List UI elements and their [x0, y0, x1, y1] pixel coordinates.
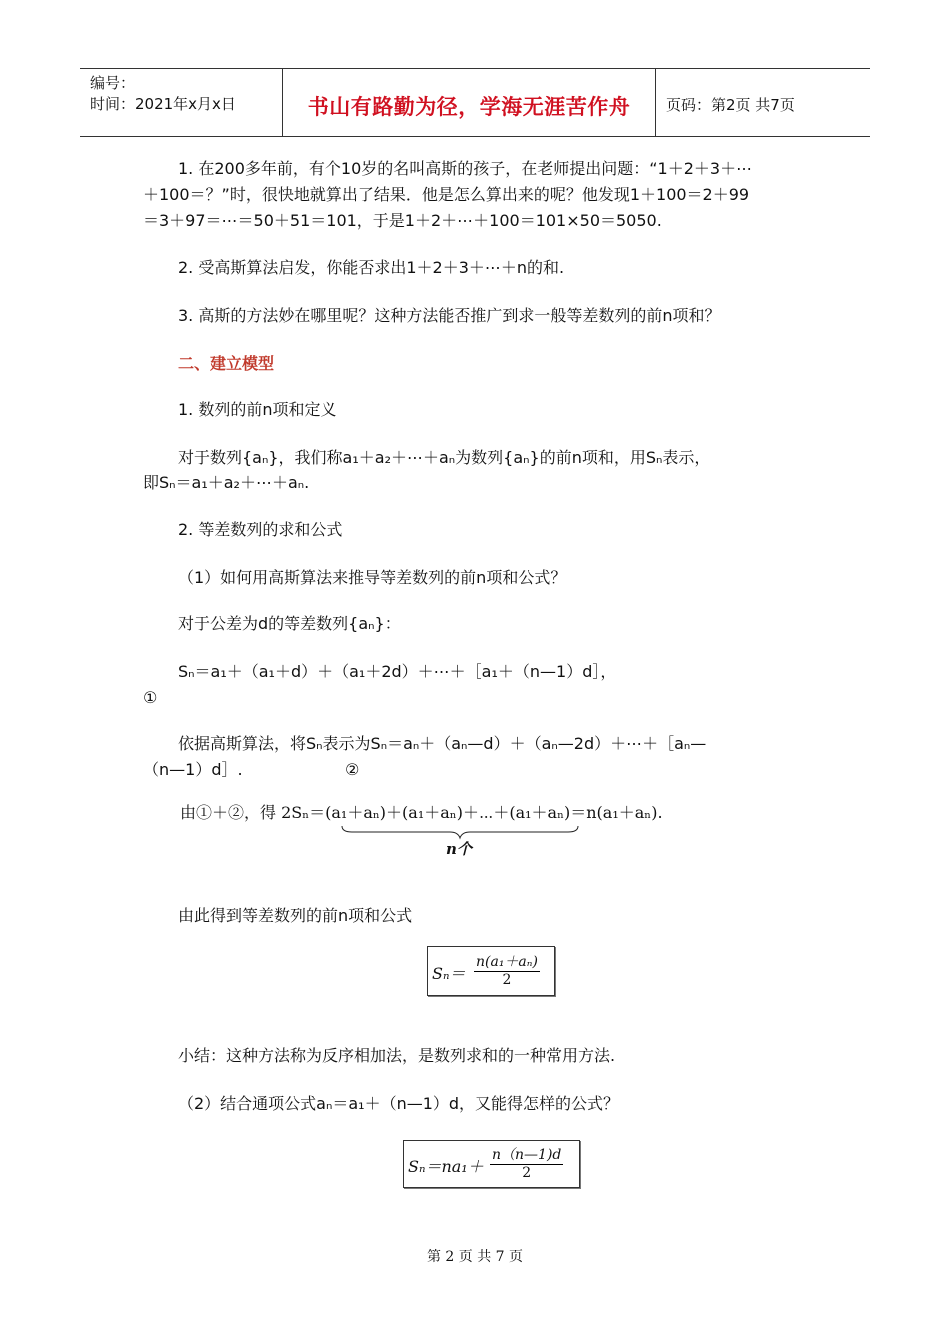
- summary: 小结：这种方法称为反序相加法，是数列求和的一种常用方法.: [178, 1046, 616, 1065]
- equation-1-marker: ①: [143, 688, 158, 707]
- header-meta: [80, 69, 283, 136]
- formula-1-fraction: [474, 951, 540, 988]
- formula-1-lhs: Sₙ＝: [432, 964, 466, 983]
- time-label: 时间：2021年x月x日: [90, 95, 236, 113]
- formula-2-fraction: [490, 1144, 563, 1181]
- problem-1-line-3: ＝3＋97＝⋯＝50＋51＝101，于是1＋2＋⋯＋100＝101×50＝5050.: [143, 211, 662, 230]
- section-heading: 二、建立模型: [178, 354, 275, 373]
- problem-1-line-1: 1. 在200多年前，有个10岁的名叫高斯的孩子，在老师提出问题：“1＋2＋3＋⋯: [178, 159, 753, 178]
- equation-2-marker: ②: [345, 760, 360, 779]
- problem-1-line-2: ＋100＝？”时，很快地就算出了结果．他是怎么算出来的呢？他发现1＋100＝2＋99: [143, 185, 750, 204]
- formula-2-denominator: 2: [522, 1165, 532, 1181]
- question-2: （2）结合通项公式aₙ＝a₁＋（n—1）d，又能得怎样的公式？: [178, 1094, 620, 1113]
- page-info: 页码：第2页 共7页: [666, 96, 795, 114]
- number-label: 编号：: [90, 74, 136, 92]
- definition-line-2: 即Sₙ＝a₁＋a₂＋⋯＋aₙ.: [143, 473, 310, 492]
- equation-2-line-1: 依据高斯算法，将Sₙ表示为Sₙ＝aₙ＋（aₙ—d）＋（aₙ—2d）＋⋯＋［aₙ—: [178, 734, 707, 753]
- formula-box-2: [403, 1140, 580, 1188]
- problem-2: 2. 受高斯算法启发，你能否求出1＋2＋3＋⋯＋n的和.: [178, 258, 565, 277]
- equation-2-line-2: （n—1）d］.: [143, 760, 243, 779]
- subsection-2-title: 2. 等差数列的求和公式: [178, 520, 343, 539]
- result-intro: 由此得到等差数列的前n项和公式: [178, 906, 413, 925]
- header-motto-cell: [283, 69, 656, 136]
- page-footer: 第 2 页 共 7 页: [426, 1249, 524, 1265]
- subsection-1-title: 1. 数列的前n项和定义: [178, 400, 337, 419]
- definition-line-1: 对于数列{aₙ}，我们称a₁＋a₂＋⋯＋aₙ为数列{aₙ}的前n项和，用Sₙ表示，: [178, 448, 711, 467]
- formula-2-numerator: n（n—1)d: [490, 1144, 563, 1165]
- brace-label: n个: [446, 840, 472, 858]
- setup-text: 对于公差为d的等差数列{aₙ}：: [178, 614, 401, 633]
- motto: 书山有路勤为径，学海无涯苦作舟: [307, 95, 631, 119]
- header-page-cell: [656, 69, 870, 136]
- formula-1-denominator: 2: [502, 972, 512, 988]
- formula-box-1: [427, 946, 555, 996]
- page-header: [80, 68, 870, 137]
- problem-3: 3. 高斯的方法妙在哪里呢？这种方法能否推广到求一般等差数列的前n项和？: [178, 306, 721, 325]
- sum-equation: 由①＋②，得 2Sₙ＝(a₁＋aₙ)＋(a₁＋aₙ)＋⋯＋(a₁＋aₙ)＝n(a₁＋aₙ).: [180, 803, 663, 822]
- question-1: （1）如何用高斯算法来推导等差数列的前n项和公式？: [178, 568, 567, 587]
- formula-1-numerator: n(a₁＋aₙ): [474, 951, 540, 972]
- formula-2-lhs: Sₙ＝na₁＋: [408, 1157, 484, 1176]
- equation-1: Sₙ＝a₁＋（a₁＋d）＋（a₁＋2d）＋⋯＋［a₁＋（n—1）d］，: [178, 662, 617, 681]
